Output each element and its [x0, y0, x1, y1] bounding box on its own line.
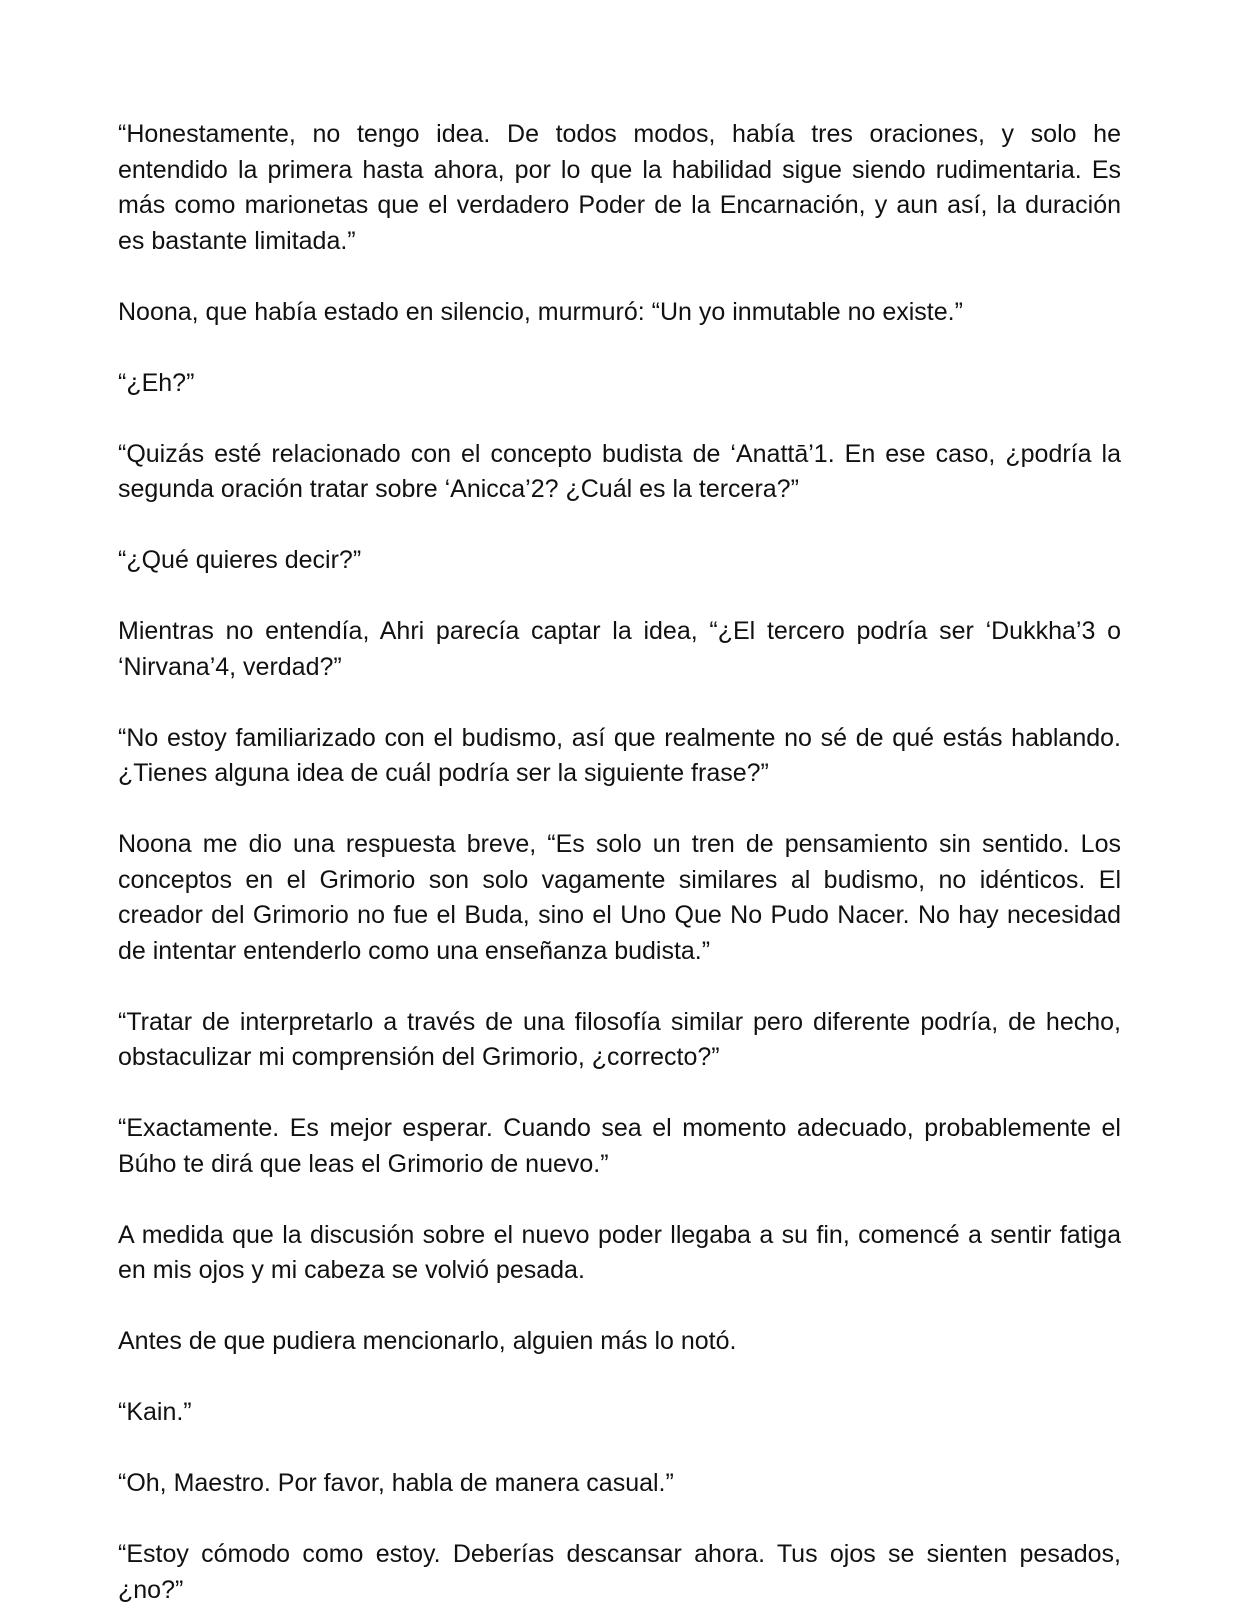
paragraph-15: “Estoy cómodo como estoy. Deberías descansar ahora. Tus ojos se sienten pesados, ¿no?” [118, 1540, 1121, 1604]
paragraph-11: A medida que la discusión sobre el nuevo poder llegaba a su fin, comencé a sentir fatiga en mis ojos y mi cabeza se volvió pesada. [118, 1220, 1121, 1284]
paragraph-5: “¿Qué quieres decir?” [118, 546, 362, 574]
paragraph-2: Noona, que había estado en silencio, murmuró: “Un yo inmutable no existe.” [118, 297, 963, 326]
paragraph-6: Mientras no entendía, Ahri parecía captar la idea, “¿El tercero podría ser ‘Dukkha’3 o ‘Nirvana’4, verdad?” [118, 617, 1121, 681]
paragraph-7: “No estoy familiarizado con el budismo, así que realmente no sé de qué estás hablando. ¿Tienes alguna idea de cuál podría ser la siguiente frase?” [118, 723, 1121, 787]
paragraph-8: Noona me dio una respuesta breve, “Es solo un tren de pensamiento sin sentido. Los conceptos en el Grimorio son solo vagamente similares al budismo, no idénticos. El creador del Grimorio no fue el Buda, sino el Uno Que No Pudo Nacer. No hay necesidad de intentar entenderlo como una enseñanza budista.” [118, 830, 1121, 965]
paragraph-1: “Honestamente, no tengo idea. De todos modos, había tres oraciones, y solo he entendido la primera hasta ahora, por lo que la habilidad sigue siendo rudimentaria. Es más como marionetas que el verdadero Poder de la Encarnación, y aun así, la duración es bastante limitada.” [118, 120, 1121, 255]
paragraph-9: “Tratar de interpretarlo a través de una filosofía similar pero diferente podría, de hecho, obstaculizar mi comprensión del Grimorio, ¿correcto?” [118, 1007, 1121, 1071]
document-page [118, 117, 1121, 1608]
paragraph-3: “¿Eh?” [118, 368, 195, 397]
paragraph-4: “Quizás esté relacionado con el concepto budista de ‘Anattā’1. En ese caso, ¿podría la segunda oración tratar sobre ‘Anicca’2? ¿Cuál es la tercera?” [118, 439, 1121, 503]
paragraph-13: “Kain.” [118, 1398, 192, 1426]
paragraph-10: “Exactamente. Es mejor esperar. Cuando sea el momento adecuado, probablemente el Búho te dirá que leas el Grimorio de nuevo.” [118, 1114, 1121, 1178]
paragraph-12: Antes de que pudiera mencionarlo, alguien más lo notó. [118, 1327, 737, 1355]
paragraph-14: “Oh, Maestro. Por favor, habla de manera casual.” [118, 1469, 674, 1497]
